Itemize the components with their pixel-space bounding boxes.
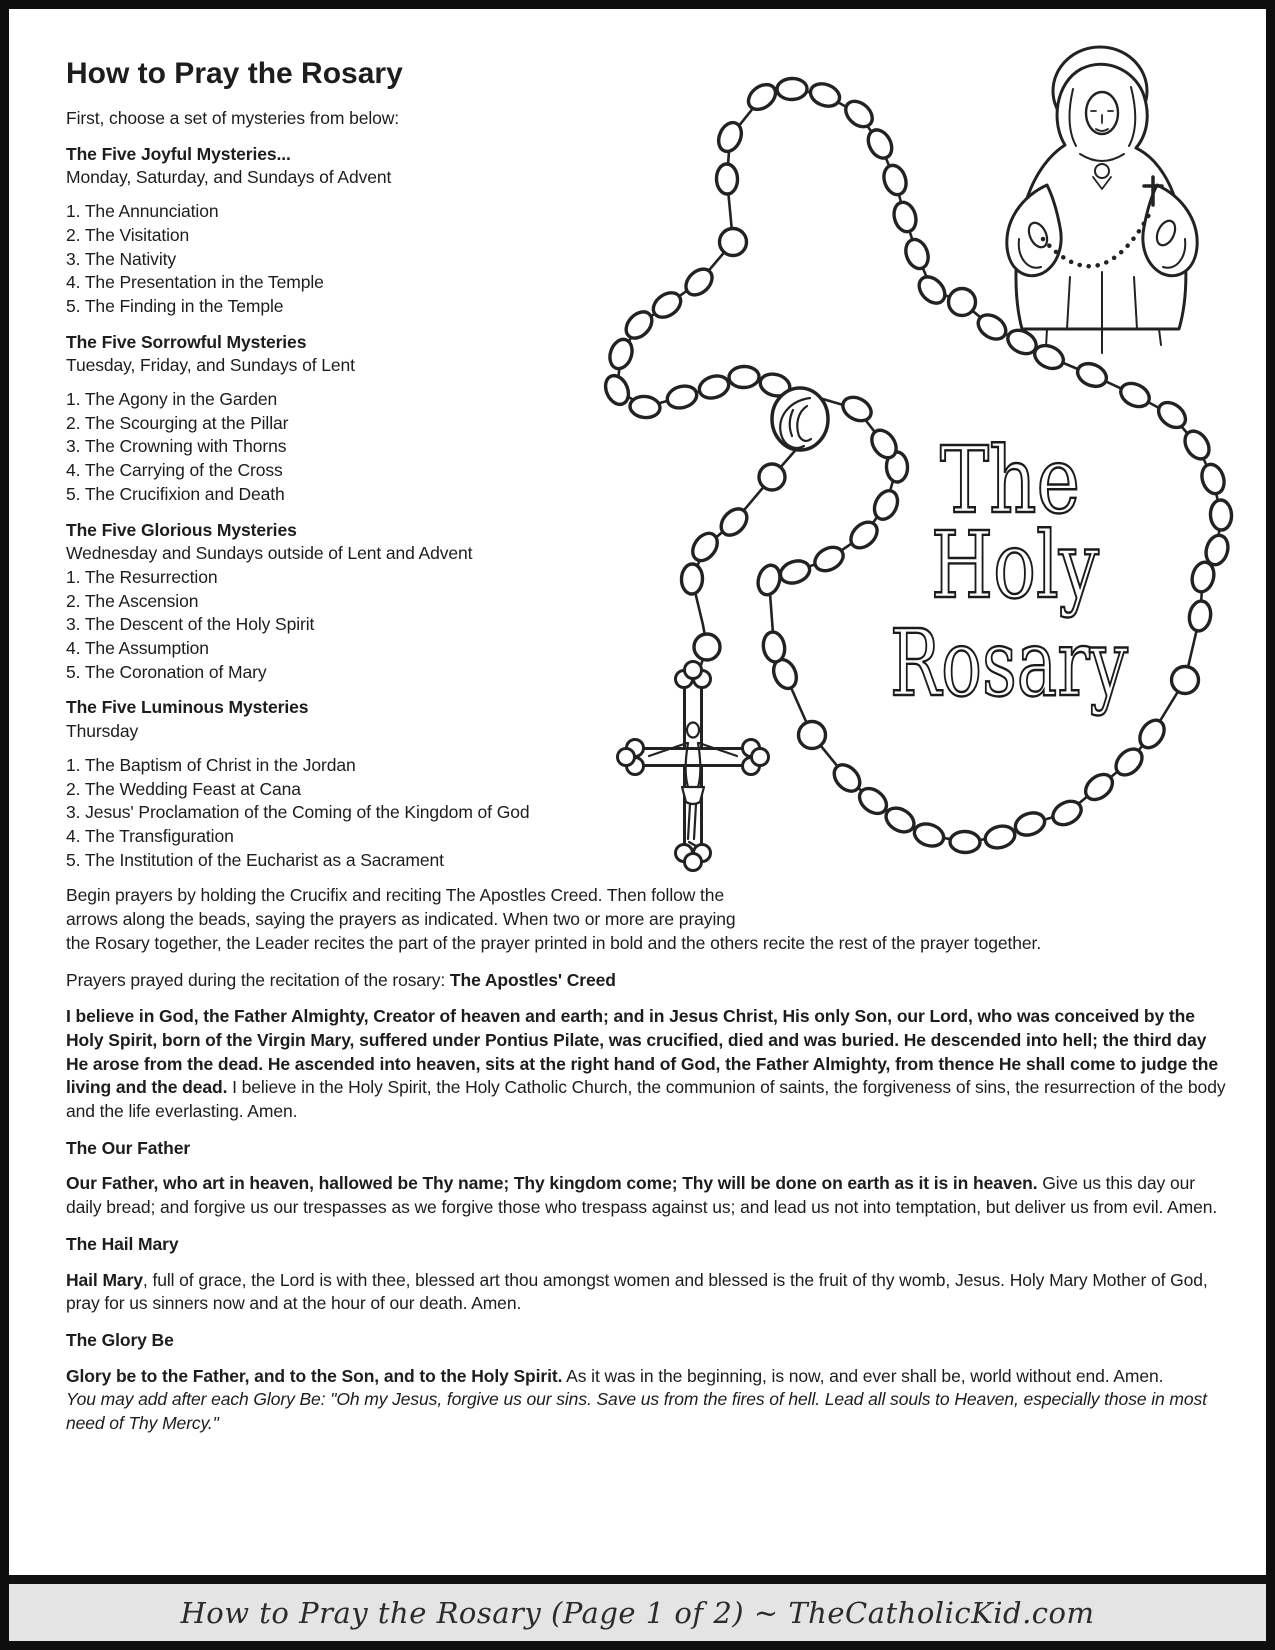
rosary-bead: [649, 288, 686, 323]
hail-mary-leader-part: Hail Mary: [66, 1269, 143, 1290]
rosary-pendant: [618, 388, 829, 871]
rosary-bead: [914, 272, 950, 308]
rosary-bead: [621, 307, 657, 343]
mystery-set-heading: The Five Luminous Mysteries: [66, 697, 309, 718]
list-item: 3. The Crowning with Thorns: [66, 436, 287, 457]
rosary-bead: [729, 366, 760, 388]
rosary-bead: [950, 831, 981, 853]
rosary-bead: [1210, 499, 1233, 530]
list-item: 1. The Annunciation: [66, 201, 219, 222]
creed-response-part: I believe in the Holy Spirit, the Holy Catholic Church, the communion of saints, the forgiveness of sins, the resurrection of the body and the life everlasting. Amen.: [66, 1077, 1226, 1122]
list-item: 3. The Descent of the Holy Spirit: [66, 614, 315, 635]
rosary-bead: [744, 80, 781, 115]
rosary-bead: [811, 543, 847, 576]
mary-figure: [1007, 47, 1197, 353]
rosary-bead: [777, 557, 812, 587]
prayers-intro: [66, 969, 1226, 993]
rosary-bead: [716, 164, 738, 195]
crucifix: [618, 662, 769, 871]
mary-face: [1086, 92, 1118, 134]
list-item: 4. The Presentation in the Temple: [66, 272, 324, 293]
list-item: 4. The Assumption: [66, 638, 209, 659]
rosary-bead: [761, 630, 787, 663]
rosary-bead: [891, 200, 920, 235]
rosary-illustration: [567, 27, 1239, 883]
glory-be-heading: The Glory Be: [66, 1329, 174, 1350]
rosary-bead: [1111, 744, 1147, 780]
prayers-intro-text: Prayers prayed during the recitation of the rosary:: [66, 969, 450, 990]
rosary-bead: [777, 78, 808, 100]
intro-line: First, choose a set of mysteries from below:: [66, 108, 400, 128]
list-item: 2. The Scourging at the Pillar: [66, 412, 289, 433]
list-item: 5. The Finding in the Temple: [66, 295, 284, 316]
rosary-bead: [1189, 560, 1217, 594]
list-item: 1. The Baptism of Christ in the Jordan: [66, 754, 356, 775]
rosary-bead: [1117, 379, 1153, 411]
mystery-set-days: Monday, Saturday, and Sundays of Advent: [66, 167, 392, 188]
list-item: 3. Jesus' Proclamation of the Coming of the Kingdom of God: [66, 802, 530, 823]
hail-mary-text: [66, 1269, 1226, 1316]
pendant-bead: [759, 464, 785, 490]
our-father-response-part: Give us this day our daily bread; and forgive us our trespasses as we forgive those who trespass against us; and lead us not into temptation, but deliver us from evil. Amen.: [66, 1173, 1218, 1218]
list-item: 2. The Ascension: [66, 590, 199, 611]
rosary-bead: [949, 289, 976, 316]
rosary-bead: [1154, 397, 1191, 432]
hail-mary-response-part: , full of grace, the Lord is with thee, blessed art thou amongst women and blessed is the fruit of thy womb, Jesus. Holy Mary Mother of God, pray for us sinners now and at the hour of our death. Amen.: [66, 1269, 1208, 1314]
pendant-bead: [694, 634, 720, 660]
glory-be-response-part: As it was in the beginning, is now, and ever shall be, world without end. Amen.: [562, 1365, 1164, 1386]
prayers-intro-bold: The Apostles' Creed: [449, 969, 616, 990]
apostles-creed-text: [66, 1005, 1226, 1124]
list-item: 5. The Coronation of Mary: [66, 661, 267, 682]
rosary-illustration-svg: [567, 27, 1239, 883]
pendant-bead: [681, 564, 703, 595]
instructions-paragraph: [66, 884, 1226, 955]
crucifix-horizontal-beam: [629, 749, 757, 766]
rosary-bead: [799, 722, 826, 749]
rosary-bead: [1187, 599, 1213, 632]
list-item: 4. The Carrying of the Cross: [66, 460, 283, 481]
list-item: 1. The Resurrection: [66, 566, 218, 587]
list-item: 1. The Agony in the Garden: [66, 389, 278, 410]
our-father-text: [66, 1172, 1226, 1219]
glory-be-prayer: [66, 1365, 1226, 1389]
rosary-bead: [629, 395, 661, 419]
rosary-bead: [681, 264, 717, 300]
our-father-leader-part: Our Father, who art in heaven, hallowed be Thy name; Thy kingdom come; Thy will be done on earth as it is in heaven.: [66, 1173, 1038, 1194]
rosary-bead: [902, 236, 932, 271]
mystery-set-heading: The Five Glorious Mysteries: [66, 519, 297, 540]
rosary-bead: [1012, 809, 1047, 839]
rosary-bead: [1172, 667, 1199, 694]
list-item: 5. The Institution of the Eucharist as a Sacrament: [66, 849, 444, 870]
rosary-bead: [606, 336, 636, 371]
glory-be-note: You may add after each Glory Be: "Oh my Jesus, forgive us our sins. Save us from the fires of hell. Lead all souls to Heaven, especially those in most need of Thy Mercy.": [66, 1389, 1207, 1434]
our-father-heading: The Our Father: [66, 1137, 191, 1158]
rosary-bead: [846, 517, 882, 553]
rosary-bead: [880, 162, 910, 197]
mary-brooch: [1095, 164, 1109, 178]
instructions-line: the Rosary together, the Leader recites the part of the prayer printed in bold and the others recite the rest of the prayer together.: [66, 932, 1042, 953]
hail-mary-heading: The Hail Mary: [66, 1233, 179, 1254]
footer-text: How to Pray the Rosary (Page 1 of 2) ~ TheCatholicKid.com: [180, 1595, 1095, 1630]
rosary-bead: [601, 372, 633, 408]
rosary-bead: [720, 229, 747, 256]
mystery-set-days: Tuesday, Friday, and Sundays of Lent: [66, 355, 355, 376]
rosary-bead: [1074, 359, 1110, 390]
glory-be-leader-part: Glory be to the Father, and to the Son, and to the Holy Spirit.: [66, 1365, 563, 1386]
holy-rosary-wordmark: [890, 427, 1128, 717]
page-title: How to Pray the Rosary: [66, 57, 403, 90]
rosary-bead: [1081, 769, 1118, 804]
mystery-set-heading: The Five Joyful Mysteries...: [66, 143, 291, 164]
mystery-set-days: Wednesday and Sundays outside of Lent and Advent: [66, 543, 473, 564]
list-item: 5. The Crucifixion and Death: [66, 483, 285, 504]
list-item: 3. The Nativity: [66, 248, 177, 269]
rosary-bead: [807, 80, 842, 110]
list-item: 2. The Visitation: [66, 224, 190, 245]
wordmark-line: Holy: [931, 512, 1100, 619]
glory-be-text: [66, 1365, 1226, 1436]
rosary-bead: [665, 383, 700, 412]
rosary-bead: [870, 487, 902, 523]
list-item: 4. The Transfiguration: [66, 825, 234, 846]
pendant-bead: [716, 504, 752, 540]
wordmark-line: The: [940, 427, 1080, 534]
instructions-line: arrows along the beads, saying the prayers as indicated. When two or more are praying: [66, 909, 736, 930]
rosary-bead: [839, 393, 875, 426]
rosary-bead: [755, 563, 783, 598]
mystery-set-days: Thursday: [66, 721, 139, 742]
creed-leader-part: I believe in God, the Father Almighty, Creator of heaven and earth; and in Jesus Christ, His only Son, our Lord, who was conceived by the Holy Spirit, born of the Virgin Mary, suffered under Pontius Pilate, was crucified, died and was buried. He descended into hell; the third day He arose from the dead. He ascended into heaven, sits at the right hand of God, the Father Almighty, from thence He shall come to judge the living and the dead.: [66, 1006, 1218, 1098]
footer-bar: [9, 1575, 1266, 1641]
rosary-bead: [841, 96, 877, 132]
pendant-bead: [688, 529, 723, 566]
rosary-bead: [911, 820, 946, 850]
instructions-line: Begin prayers by holding the Crucifix and reciting The Apostles Creed. Then follow the: [66, 885, 725, 906]
list-item: 2. The Wedding Feast at Cana: [66, 778, 301, 799]
rosary-bead: [1198, 461, 1228, 496]
rosary-bead: [983, 823, 1018, 851]
rosary-bead: [864, 126, 897, 162]
wordmark-line: Rosary: [890, 610, 1129, 717]
mystery-set-heading: The Five Sorrowful Mysteries: [66, 331, 307, 352]
rosary-bead: [696, 372, 731, 401]
